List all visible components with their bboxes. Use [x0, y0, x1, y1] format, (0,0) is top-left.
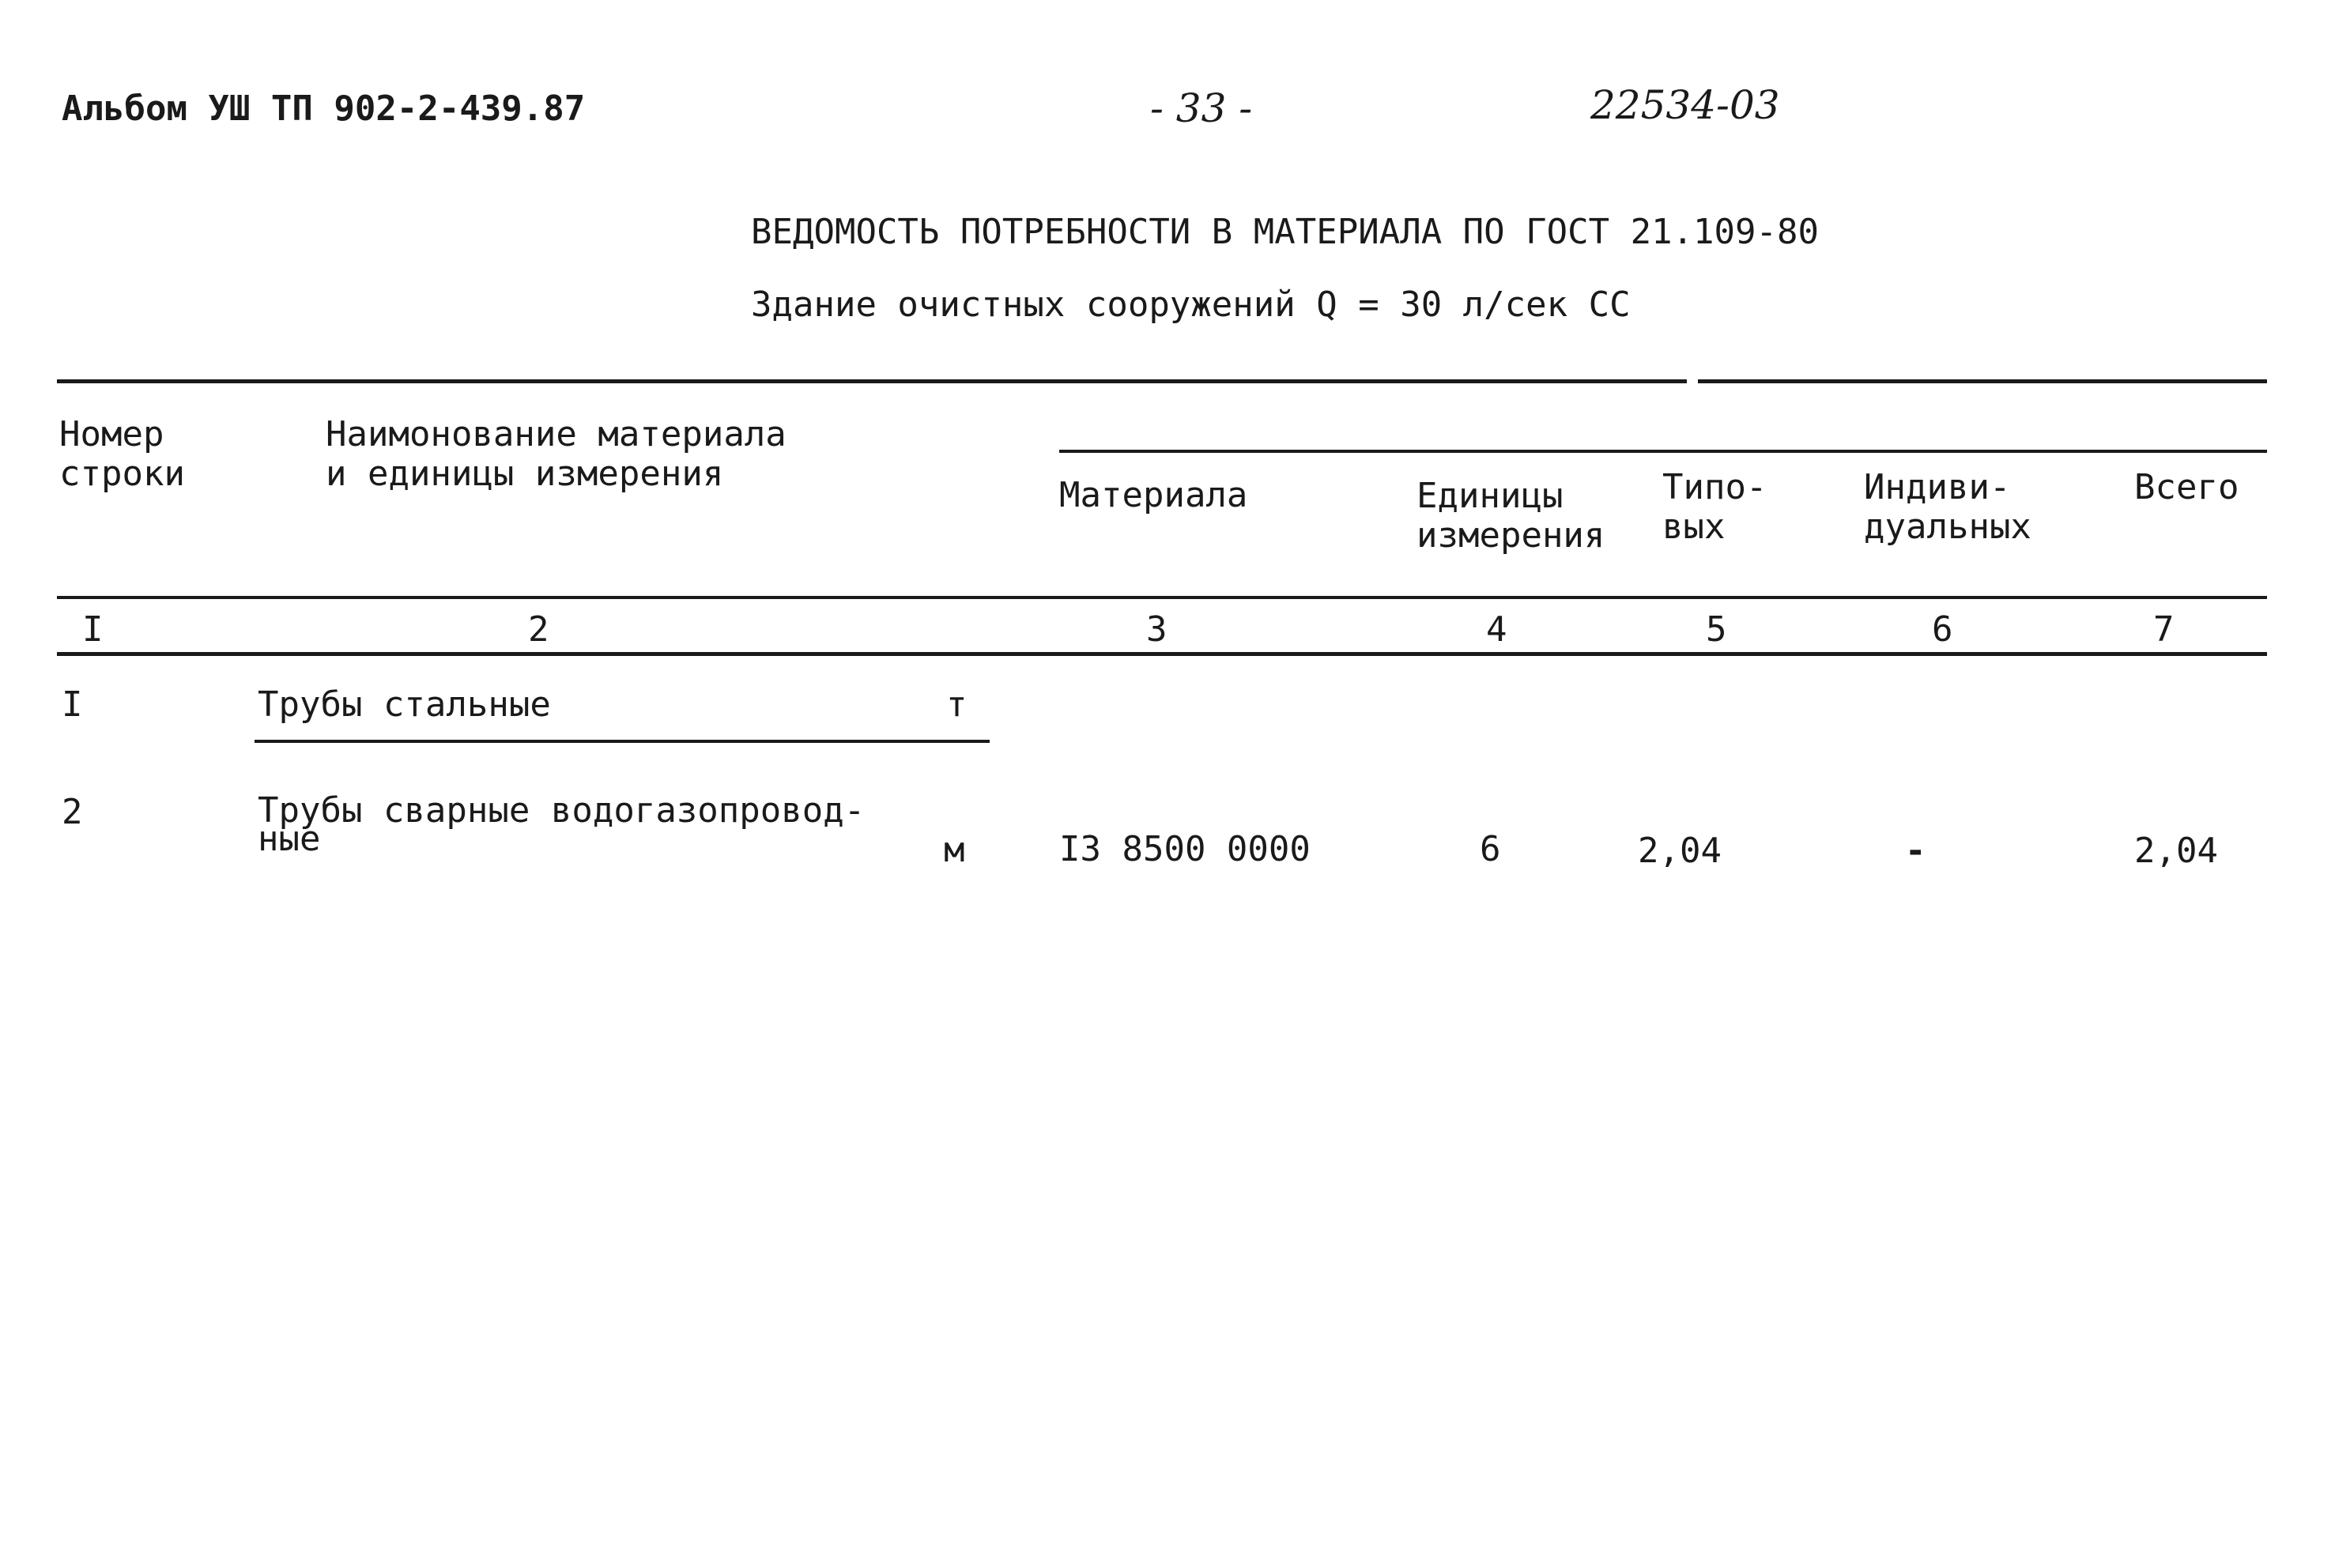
column-number: I [82, 609, 104, 650]
header-individual: Индиви- дуальных [1864, 467, 2031, 547]
header-total: Всего [2134, 467, 2239, 507]
column-number: 7 [2153, 609, 2175, 650]
header-unit: Единицы измерения [1416, 476, 1605, 556]
unit-code: 6 [1480, 829, 1501, 869]
column-number: 3 [1146, 609, 1168, 650]
table-top-rule-right [1698, 379, 2267, 383]
typical-value: 2,04 [1638, 831, 1722, 871]
column-numbers-rule [57, 652, 2267, 656]
unit: т [946, 684, 968, 725]
group-underline [255, 740, 990, 743]
header-bottom-rule [57, 596, 2267, 599]
page-number: - 33 - [1150, 85, 1253, 131]
column-number: 5 [1706, 609, 1727, 650]
column-number: 2 [528, 609, 549, 650]
document-title: ВЕДОМОСТЬ ПОТРЕБНОСТИ В МАТЕРИАЛА ПО ГОСТ 21.109-80 [751, 212, 1820, 252]
document-subtitle: Здание очистных сооружений Q = 30 л/сек СС [751, 285, 1631, 325]
inventory-number: 22534-03 [1590, 82, 1780, 128]
header-typical: Типо- вых [1662, 467, 1767, 547]
album-reference: Альбом УШ ТП 902-2-439.87 [62, 89, 586, 129]
row-number: I [62, 684, 83, 725]
unit: м [944, 830, 965, 870]
individual-value: - [1905, 831, 1926, 871]
total-value: 2,04 [2134, 831, 2218, 871]
row-number: 2 [62, 792, 83, 832]
header-material-name: Наимонование материала и единицы измерения [326, 414, 787, 494]
column-number: 4 [1486, 609, 1507, 650]
material-code: I3 8500 0000 [1059, 829, 1311, 869]
table-top-rule [57, 379, 1687, 383]
material-name: Трубы стальные [258, 684, 551, 725]
material-name: Трубы сварные водогазопровод- ные [258, 790, 866, 859]
header-row-number: Номер строки [59, 414, 185, 494]
column-number: 6 [1932, 609, 1953, 650]
header-subgroup-rule [1059, 450, 2267, 453]
header-material: Материала [1059, 475, 1248, 515]
